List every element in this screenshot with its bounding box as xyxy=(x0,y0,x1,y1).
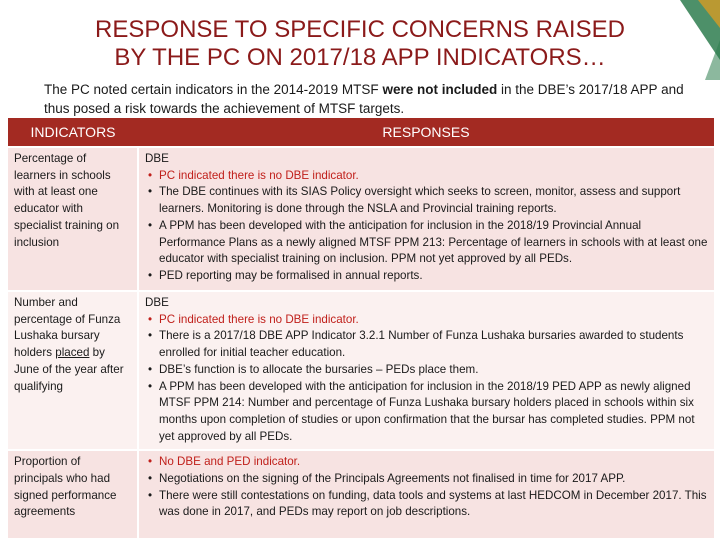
indicator-text-post: by June of the year after qualifying xyxy=(14,346,124,393)
intro-post: in the DBE’s 2017/18 APP and thus posed a risk towards the achievement of MTSF targets. xyxy=(44,82,684,116)
slide-title-line-2: BY THE PC ON 2017/18 APP INDICATORS… xyxy=(114,44,606,71)
list-item: • PED reporting may be formalised in annual reports. xyxy=(159,268,708,285)
response-cell xyxy=(138,450,714,538)
response-list xyxy=(145,312,708,446)
response-lead: DBE xyxy=(145,152,169,165)
header-responses: RESPONSES xyxy=(138,118,714,147)
table-row xyxy=(8,147,714,291)
list-item: • PC indicated there is no DBE indicator. xyxy=(159,312,708,329)
indicator-text-underlined: placed xyxy=(55,346,90,360)
response-lead: DBE xyxy=(145,296,169,309)
list-item: • The DBE continues with its SIAS Policy oversight which seeks to screen, monitor, assess and support learners. Monitoring is done through the NSLA and Provincial training reports. xyxy=(159,184,708,217)
slide-title xyxy=(0,16,720,72)
response-cell xyxy=(138,147,714,291)
header-indicators: INDICATORS xyxy=(8,118,138,147)
slide-title-line-1: RESPONSE TO SPECIFIC CONCERNS RAISED xyxy=(95,16,625,43)
list-item: • There is a 2017/18 DBE APP Indicator 3.2.1 Number of Funza Lushaka bursaries awarded to students enrolled for initial teacher education. xyxy=(159,328,708,361)
response-list xyxy=(145,168,708,285)
list-item: • DBE’s function is to allocate the bursaries – PEDs place them. xyxy=(159,362,708,379)
list-item: • There were still contestations on funding, data tools and systems at last HEDCOM in December 2017. This was done in 2017, and PEDs may report on job descriptions. xyxy=(159,488,708,521)
table-header-row xyxy=(8,118,714,147)
intro-bold: were not included xyxy=(382,82,498,97)
list-item: • PC indicated there is no DBE indicator. xyxy=(159,168,708,185)
table-row xyxy=(8,450,714,538)
intro-text xyxy=(44,80,694,118)
list-item: • Negotiations on the signing of the Principals Agreements not finalised in time for 2017 APP. xyxy=(159,471,708,488)
list-item: • A PPM has been developed with the anticipation for inclusion in the 2018/19 Provincial Annual Performance Plans as a newly aligned MTSF PPM 213: Percentage of learners in schools with at least one educator with specialist training on inclusion. PPM not yet approved by all PEDs. xyxy=(159,218,708,268)
indicator-cell: Percentage of learners in schools with at least one educator with specialist training on inclusion xyxy=(8,147,138,291)
indicator-cell: Proportion of principals who had signed performance agreements xyxy=(8,450,138,538)
table-row xyxy=(8,291,714,450)
list-item: • A PPM has been developed with the anticipation for inclusion in the 2018/19 PED APP as newly aligned MTSF PPM 214: Number and percentage of Funza Lushaka bursary holders placed in schools within six months upon completion of studies or upon confirmation that the bursar has completed studies. PPM not yet approved by all PEDs. xyxy=(159,379,708,446)
indicator-cell xyxy=(8,291,138,450)
response-list xyxy=(145,454,708,521)
indicator-text-pre: Number and percentage of Funza Lushaka bursary holders xyxy=(14,296,121,360)
indicators-table xyxy=(8,118,714,538)
intro-pre: The PC noted certain indicators in the 2014-2019 MTSF xyxy=(44,82,383,97)
response-cell xyxy=(138,291,714,450)
list-item: • No DBE and PED indicator. xyxy=(159,454,708,471)
